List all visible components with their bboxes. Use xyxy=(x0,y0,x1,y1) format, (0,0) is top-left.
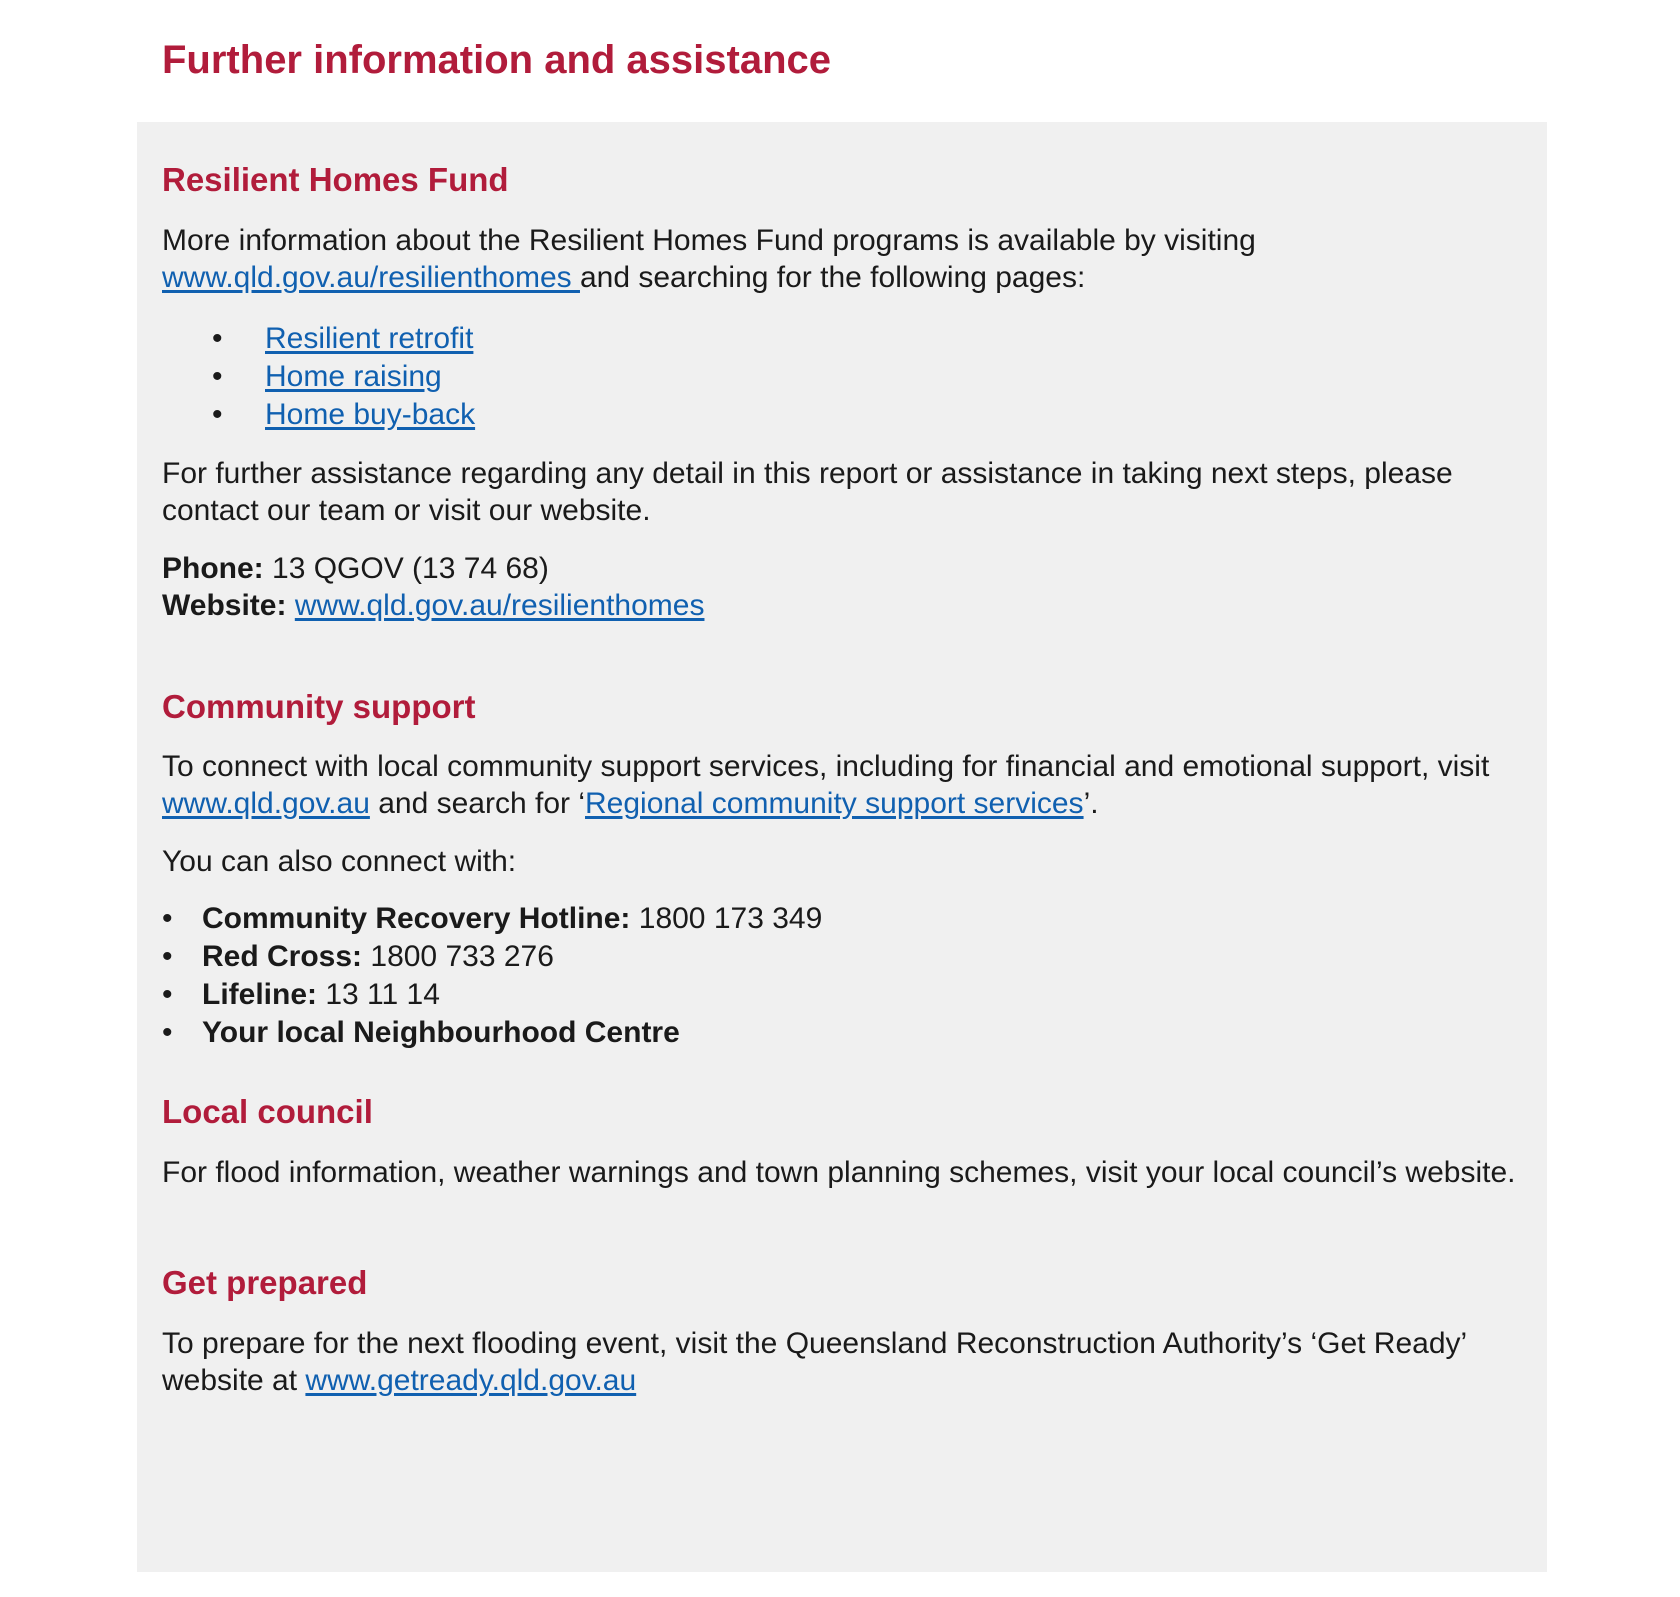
phone-label: Phone: xyxy=(162,552,264,585)
resilient-homes-intro-suffix: and searching for the following pages: xyxy=(579,261,1086,294)
local-council-heading: Local council xyxy=(162,1093,373,1130)
contact-label: Red Cross: xyxy=(202,940,363,973)
community-support-heading: Community support xyxy=(162,688,476,725)
list-item xyxy=(162,396,1537,434)
community-text-middle: and search for ‘ xyxy=(369,787,586,820)
get-prepared-body: To prepare for the next flooding event, visit the Queensland Reconstruction Authority’s ‘Get Ready’ website at xyxy=(162,1327,1467,1397)
community-support-text xyxy=(162,748,1537,822)
contact-label: Lifeline: xyxy=(202,978,318,1011)
regional-services-link[interactable]: Regional community support services xyxy=(585,787,1084,820)
website-link[interactable]: www.qld.gov.au/resilienthomes xyxy=(294,589,705,622)
resilient-homes-intro-text: More information about the Resilient Homes Fund programs is available by visiting xyxy=(162,224,1256,257)
list-item xyxy=(162,358,1537,396)
website-label: Website: xyxy=(162,589,287,622)
page-title: Further information and assistance xyxy=(162,38,832,82)
home-raising-link[interactable]: Home raising xyxy=(265,360,442,393)
community-text-prefix: To connect with local community support services, including for financial and emotional support, visit xyxy=(162,750,1490,783)
contact-value: 1800 173 349 xyxy=(630,902,823,935)
list-item xyxy=(162,900,1537,938)
info-panel xyxy=(137,122,1547,1572)
resilient-pages-list xyxy=(162,320,1537,434)
get-ready-link[interactable]: www.getready.qld.gov.au xyxy=(305,1364,637,1397)
list-item xyxy=(162,320,1537,358)
list-item xyxy=(162,976,1537,1014)
resilient-homes-heading: Resilient Homes Fund xyxy=(162,161,509,198)
contact-value: 13 11 14 xyxy=(317,978,440,1011)
contact-label: Community Recovery Hotline: xyxy=(202,902,631,935)
resilient-retrofit-link[interactable]: Resilient retrofit xyxy=(265,322,474,355)
assistance-text: For further assistance regarding any detail in this report or assistance in taking next steps, please contact our team or visit our website. xyxy=(162,457,1453,527)
list-item xyxy=(162,1014,1537,1052)
phone-value: 13 QGOV (13 74 68) xyxy=(263,552,549,585)
home-buy-back-link[interactable]: Home buy-back xyxy=(265,398,476,431)
community-text-suffix: ’. xyxy=(1083,787,1099,820)
list-item xyxy=(162,938,1537,976)
resilient-homes-intro xyxy=(162,222,1537,296)
resilient-homes-link[interactable]: www.qld.gov.au/resilienthomes xyxy=(162,261,580,294)
get-prepared-heading: Get prepared xyxy=(162,1264,368,1301)
contact-value: 1800 733 276 xyxy=(362,940,554,973)
contact-label: Your local Neighbourhood Centre xyxy=(202,1016,680,1049)
local-council-text: For flood information, weather warnings and town planning schemes, visit your local council’s website. xyxy=(162,1156,1516,1189)
contact-details xyxy=(162,550,1537,624)
get-prepared-text xyxy=(162,1325,1537,1399)
qld-gov-link[interactable]: www.qld.gov.au xyxy=(162,787,370,820)
community-contacts-list xyxy=(162,900,1537,1052)
also-connect-text: You can also connect with: xyxy=(162,845,517,878)
